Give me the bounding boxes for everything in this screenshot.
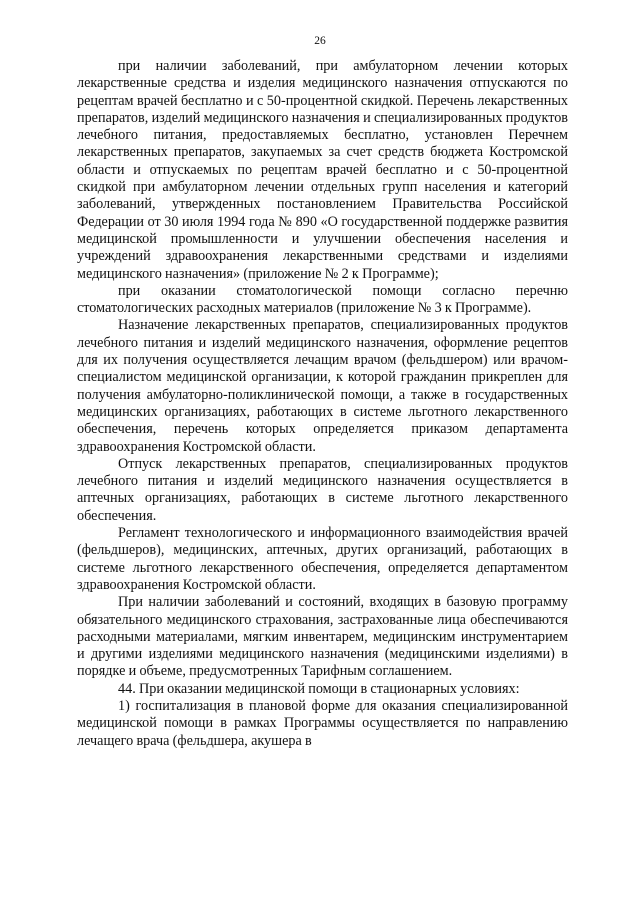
paragraph-dental-care: при оказании стоматологической помощи согласно перечню стоматологических расходных материалов (приложение № 3 к Программе). bbox=[77, 282, 568, 317]
document-body bbox=[77, 58, 568, 750]
page-number: 26 bbox=[314, 35, 326, 47]
paragraph-insured-supplies: При наличии заболеваний и состояний, входящих в базовую программу обязательного медицинского страхования, застрахованные лица обеспечиваются расходными материалами, мягким инвентарем, медицинским инструментарием и другими изделиями медицинского назначения (медицинскими изделиями) в порядке и объеме, предусмотренных Тарифным соглашением. bbox=[77, 594, 568, 680]
paragraph-section-44-heading: 44. При оказании медицинской помощи в стационарных условиях: bbox=[118, 680, 520, 697]
paragraph-prescription-issuance: Назначение лекарственных препаратов, специализированных продуктов лечебного питания и изделий медицинского назначения, оформление рецептов для их получения осуществляется лечащим врачом (фельдшером) или врачом-специалистом медицинской организации, к которой гражданин прикреплен для получения амбулаторно-поликлинической помощи, а также в государственных медицинских организациях, работающих в системе льготного лекарственного обеспечения, перечень которых определяется приказом департамента здравоохранения Костромской области. bbox=[77, 317, 568, 455]
paragraph-medicines-by-prescription: при наличии заболеваний, при амбулаторном лечении которых лекарственные средства и изделия медицинского назначения отпускаются по рецептам врачей бесплатно и с 50-процентной скидкой. Перечень лекарственных препаратов, изделий медицинского назначения и специализированных продуктов лечебного питания, предоставляемых бесплатно, установлен Перечнем лекарственных препаратов, закупаемых за счет средств бюджета Костромской области и отпускаемых по рецептам врачей бесплатно и с 50-процентной скидкой при амбулаторном лечении отдельных групп населения и категорий заболеваний, утвержденных постановлением Правительства Российской Федерации от 30 июля 1994 года № 890 «О государственной поддержке развития медицинской промышленности и улучшении обеспечения населения и учреждений здравоохранения лекарственными средствами и изделиями медицинского назначения» (приложение № 2 к Программе); bbox=[77, 58, 568, 282]
paragraph-pharmacy-dispensing: Отпуск лекарственных препаратов, специализированных продуктов лечебного питания и изделий медицинского назначения осуществляется в аптечных организациях, работающих в системе льготного лекарственного обеспечения. bbox=[77, 455, 568, 524]
paragraph-interaction-regulation: Регламент технологического и информационного взаимодействия врачей (фельдшеров), медицинских, аптечных, других организаций, работающих в системе льготного лекарственного обеспечения, определяется департаментом здравоохранения Костромской области. bbox=[77, 525, 568, 593]
paragraph-planned-hospitalization: 1) госпитализация в плановой форме для оказания специализированной медицинской помощи в рамках Программы осуществляется по направлению лечащего врача (фельдшера, акушера в bbox=[77, 697, 568, 749]
